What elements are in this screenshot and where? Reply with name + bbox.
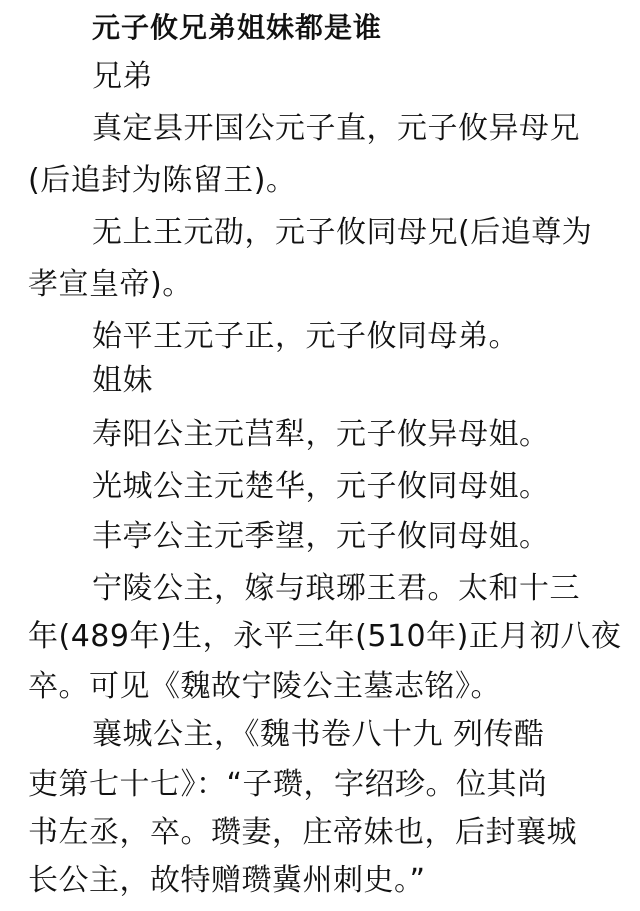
paragraph-line: 吏第七十七》：“子瓒，字绍珍。位其尚 — [28, 767, 548, 802]
document-title: 元子攸兄弟姐妹都是谁 — [92, 11, 383, 44]
paragraph-line: 卒。可见《魏故宁陵公主墓志铭》。 — [28, 669, 501, 704]
paragraph-line: (后追封为陈留王)。 — [28, 163, 297, 198]
paragraph-line: 丰亭公主元季望，元子攸同母姐。 — [92, 519, 550, 554]
paragraph-line: 长公主，故特赠瓒冀州刺史。” — [28, 863, 426, 898]
paragraph-line: 年(489年)生，永平三年(510年)正月初八夜 — [28, 619, 622, 654]
paragraph-line: 书左丞，卒。瓒妻，庄帝妹也，后封襄城 — [28, 815, 577, 850]
paragraph-line: 无上王元劭，元子攸同母兄(后追尊为 — [92, 215, 593, 250]
paragraph-line: 始平王元子正，元子攸同母弟。 — [92, 319, 519, 354]
section-heading-brothers: 兄弟 — [92, 59, 153, 94]
paragraph-line: 光城公主元楚华，元子攸同母姐。 — [92, 469, 550, 504]
paragraph-line: 宁陵公主，嫁与琅琊王君。太和十三 — [92, 571, 580, 606]
paragraph-line: 寿阳公主元莒犁，元子攸异母姐。 — [92, 417, 550, 452]
paragraph-line: 真定县开国公元子直，元子攸异母兄 — [92, 111, 580, 146]
paragraph-line: 襄城公主，《魏书卷八十九 列传酷 — [92, 717, 545, 752]
paragraph-line: 孝宣皇帝)。 — [28, 267, 193, 302]
section-heading-sisters: 姐妹 — [92, 363, 153, 398]
